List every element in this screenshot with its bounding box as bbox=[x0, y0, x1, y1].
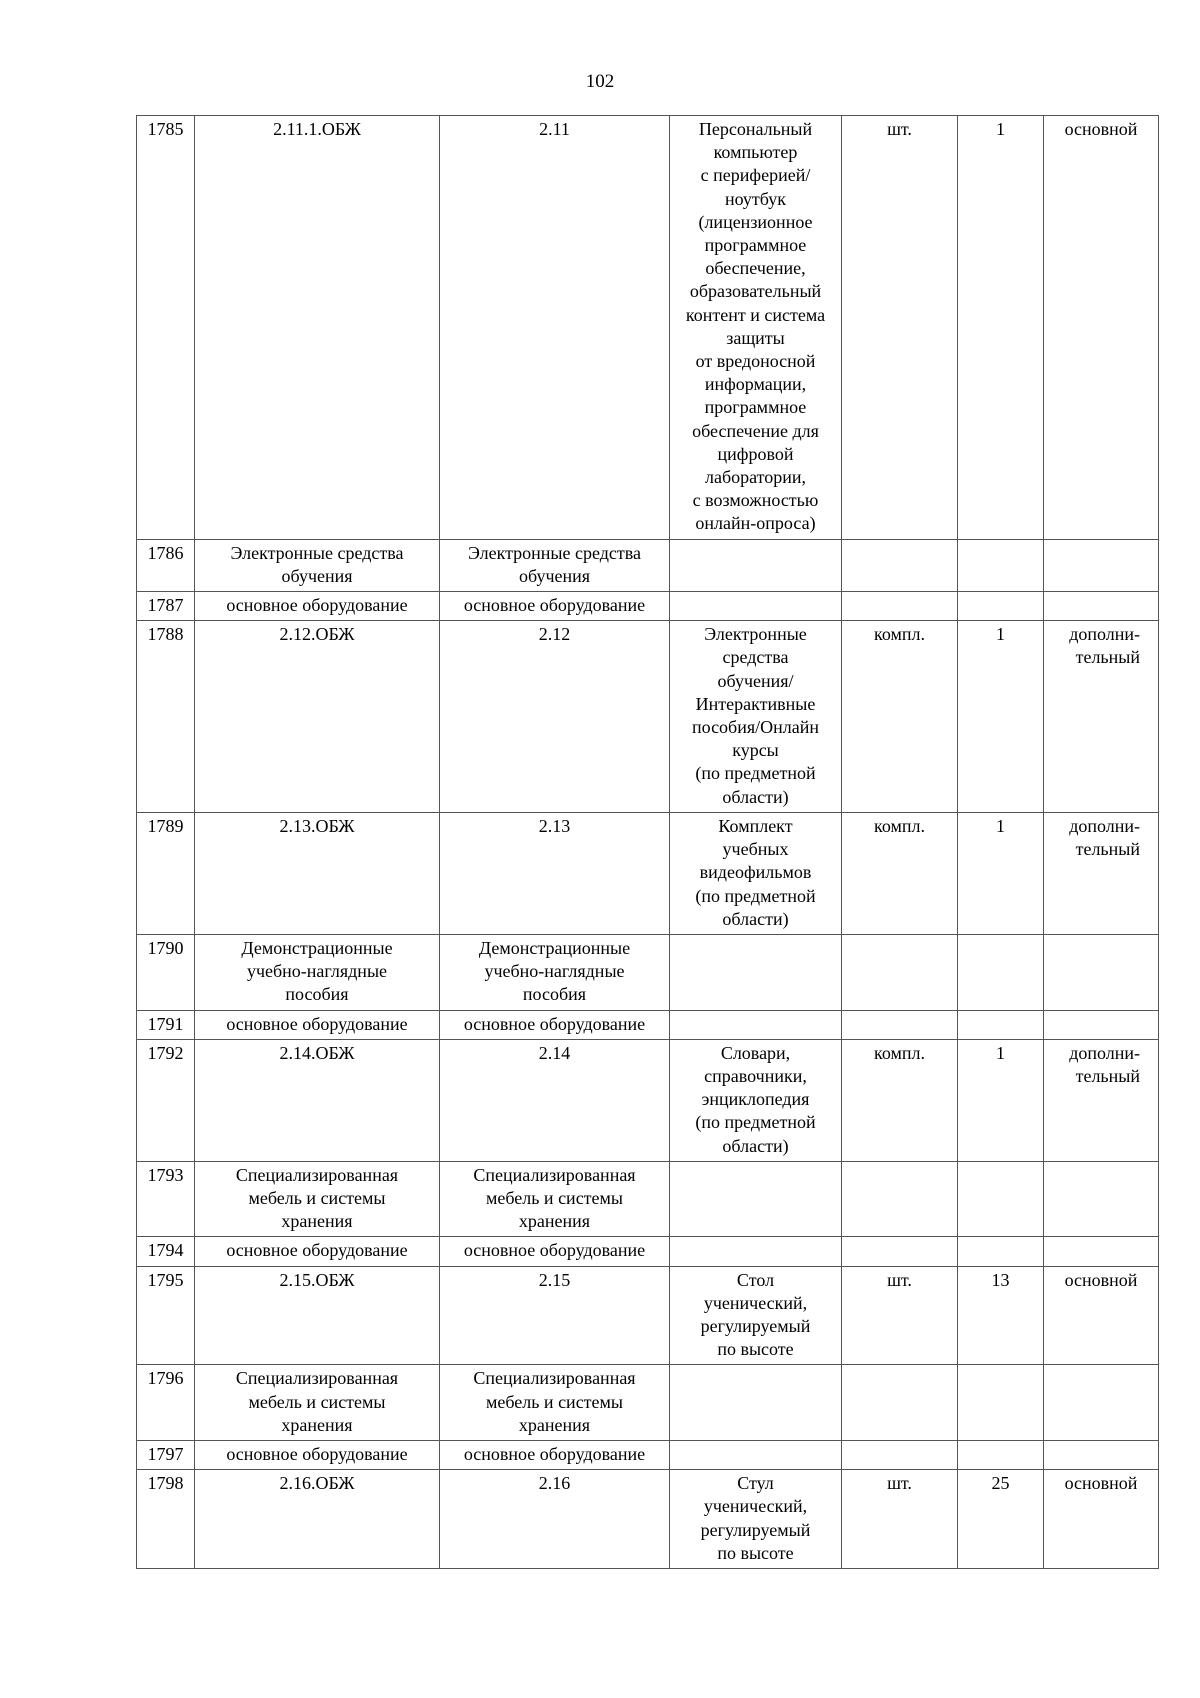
code-cell bbox=[195, 539, 440, 591]
equipment-type-cell bbox=[1044, 1440, 1159, 1469]
unit-cell bbox=[842, 1161, 958, 1237]
item-name-line: видеофильмов bbox=[699, 862, 812, 883]
equipment-type-cell bbox=[1044, 1010, 1159, 1039]
item-name-cell bbox=[670, 539, 842, 591]
code-cell bbox=[195, 1440, 440, 1469]
code-cell bbox=[195, 1237, 440, 1266]
unit-cell: компл. bbox=[842, 812, 958, 934]
unit-cell bbox=[842, 1010, 958, 1039]
equipment-type-line: тельный bbox=[1075, 839, 1140, 860]
group-cell: 2.11 bbox=[440, 116, 670, 540]
code-line: Демонстрационные bbox=[241, 937, 393, 958]
code-cell: 2.15.ОБЖ bbox=[195, 1266, 440, 1365]
equipment-type-cell bbox=[1044, 1039, 1159, 1161]
item-name-line: области) bbox=[722, 908, 789, 929]
code-cell bbox=[195, 1365, 440, 1441]
unit-cell bbox=[842, 539, 958, 591]
item-name-cell bbox=[670, 1440, 842, 1469]
item-name-line: контент и система bbox=[685, 304, 826, 325]
code-line: основное оборудование bbox=[226, 1443, 408, 1464]
table-row bbox=[137, 812, 1159, 934]
group-line: основное оборудование bbox=[463, 595, 646, 616]
row-number-cell: 1789 bbox=[137, 812, 195, 934]
equipment-type-line: основной bbox=[1064, 1473, 1138, 1494]
item-name-line: области) bbox=[722, 786, 789, 807]
row-number-cell: 1786 bbox=[137, 539, 195, 591]
row-number-cell: 1785 bbox=[137, 116, 195, 540]
table-row bbox=[137, 116, 1159, 540]
item-name-line: (по предметной bbox=[695, 1112, 816, 1133]
code-cell bbox=[195, 1010, 440, 1039]
code-line: мебель и системы bbox=[248, 1391, 386, 1412]
item-name-line: области) bbox=[722, 1135, 789, 1156]
quantity-cell bbox=[958, 934, 1044, 1010]
code-line: Специализированная bbox=[235, 1368, 399, 1389]
item-name-line: лаборатории, bbox=[704, 467, 807, 488]
group-cell bbox=[440, 1237, 670, 1266]
group-line: учебно-наглядные bbox=[484, 961, 625, 982]
group-line: основное оборудование bbox=[463, 1240, 646, 1261]
item-name-cell bbox=[670, 116, 842, 540]
item-name-line: справочники, bbox=[704, 1065, 807, 1086]
row-number-cell: 1798 bbox=[137, 1470, 195, 1569]
unit-cell bbox=[842, 1237, 958, 1266]
group-line: Специализированная bbox=[473, 1368, 636, 1389]
quantity-cell: 25 bbox=[958, 1470, 1044, 1569]
quantity-cell: 1 bbox=[958, 116, 1044, 540]
row-number-cell: 1792 bbox=[137, 1039, 195, 1161]
group-line: Электронные средства bbox=[467, 542, 642, 563]
quantity-cell bbox=[958, 1365, 1044, 1441]
item-name-cell bbox=[670, 1237, 842, 1266]
unit-cell: компл. bbox=[842, 621, 958, 813]
group-cell: 2.14 bbox=[440, 1039, 670, 1161]
table-row bbox=[137, 1161, 1159, 1237]
equipment-type-line: основной bbox=[1064, 1269, 1138, 1290]
quantity-cell: 1 bbox=[958, 812, 1044, 934]
row-number-cell: 1788 bbox=[137, 621, 195, 813]
group-cell bbox=[440, 1440, 670, 1469]
code-cell: 2.12.ОБЖ bbox=[195, 621, 440, 813]
code-line: основное оборудование bbox=[226, 1240, 408, 1261]
group-line: Демонстрационные bbox=[478, 937, 631, 958]
item-name-cell bbox=[670, 1365, 842, 1441]
item-name-line: онлайн-опроса) bbox=[695, 513, 816, 534]
item-name-line: Стул bbox=[737, 1473, 774, 1494]
code-line: обучения bbox=[281, 565, 353, 586]
group-line: основное оборудование bbox=[463, 1443, 646, 1464]
item-name-line: (по предметной bbox=[695, 885, 816, 906]
table-row bbox=[137, 1237, 1159, 1266]
equipment-type-cell bbox=[1044, 1470, 1159, 1569]
equipment-type-cell bbox=[1044, 1237, 1159, 1266]
item-name-cell bbox=[670, 621, 842, 813]
item-name-line: Электронные bbox=[704, 624, 807, 645]
code-cell: 2.14.ОБЖ bbox=[195, 1039, 440, 1161]
item-name-line: (лицензионное bbox=[698, 211, 813, 232]
code-cell: 2.13.ОБЖ bbox=[195, 812, 440, 934]
group-cell bbox=[440, 1010, 670, 1039]
equipment-type-cell bbox=[1044, 1266, 1159, 1365]
page-number: 102 bbox=[585, 71, 615, 92]
group-line: пособия bbox=[522, 984, 587, 1005]
table-row bbox=[137, 592, 1159, 621]
group-cell bbox=[440, 539, 670, 591]
item-name-line: Комплект bbox=[718, 815, 793, 836]
code-line: основное оборудование bbox=[226, 595, 408, 616]
quantity-cell bbox=[958, 1237, 1044, 1266]
item-name-line: средства bbox=[722, 647, 789, 668]
item-name-cell bbox=[670, 812, 842, 934]
equipment-type-cell bbox=[1044, 116, 1159, 540]
equipment-table bbox=[136, 115, 1159, 1569]
group-cell bbox=[440, 934, 670, 1010]
unit-cell: шт. bbox=[842, 116, 958, 540]
item-name-line: с возможностью bbox=[692, 490, 819, 511]
item-name-line: пособия/Онлайн bbox=[691, 717, 819, 738]
equipment-type-line: дополни- bbox=[1069, 624, 1140, 645]
item-name-line: Стол bbox=[736, 1269, 775, 1290]
row-number-cell: 1787 bbox=[137, 592, 195, 621]
quantity-cell: 13 bbox=[958, 1266, 1044, 1365]
item-name-line: ученический, bbox=[703, 1292, 808, 1313]
unit-cell bbox=[842, 592, 958, 621]
equipment-type-line: дополни- bbox=[1069, 1042, 1140, 1063]
item-name-line: компьютер bbox=[713, 142, 798, 163]
row-number-cell: 1794 bbox=[137, 1237, 195, 1266]
item-name-line: обучения/ bbox=[717, 670, 794, 691]
equipment-type-cell bbox=[1044, 539, 1159, 591]
unit-cell bbox=[842, 934, 958, 1010]
code-line: учебно-наглядные bbox=[246, 961, 388, 982]
item-name-line: курсы bbox=[732, 740, 779, 761]
equipment-type-cell bbox=[1044, 592, 1159, 621]
unit-cell: компл. bbox=[842, 1039, 958, 1161]
code-line: хранения bbox=[281, 1211, 353, 1232]
code-line: основное оборудование bbox=[226, 1013, 408, 1034]
unit-cell bbox=[842, 1365, 958, 1441]
row-number-cell: 1791 bbox=[137, 1010, 195, 1039]
group-cell bbox=[440, 592, 670, 621]
row-number-cell: 1795 bbox=[137, 1266, 195, 1365]
item-name-line: энциклопедия bbox=[701, 1089, 810, 1110]
item-name-cell bbox=[670, 1161, 842, 1237]
group-line: основное оборудование bbox=[463, 1013, 646, 1034]
code-line: Электронные средства bbox=[230, 542, 404, 563]
group-line: Специализированная bbox=[473, 1164, 636, 1185]
group-cell bbox=[440, 1365, 670, 1441]
quantity-cell bbox=[958, 539, 1044, 591]
equipment-type-line: тельный bbox=[1075, 1065, 1140, 1086]
row-number-cell: 1790 bbox=[137, 934, 195, 1010]
table-row bbox=[137, 934, 1159, 1010]
item-name-line: обеспечение, bbox=[705, 258, 806, 279]
item-name-line: Персональный bbox=[698, 119, 813, 139]
item-name-line: учебных bbox=[722, 839, 789, 860]
item-name-line: с периферией/ bbox=[700, 165, 811, 186]
table-row bbox=[137, 1470, 1159, 1569]
quantity-cell bbox=[958, 1010, 1044, 1039]
code-line: мебель и системы bbox=[248, 1187, 386, 1208]
unit-cell: шт. bbox=[842, 1266, 958, 1365]
code-line: хранения bbox=[281, 1414, 353, 1435]
item-name-line: по высоте bbox=[717, 1542, 794, 1563]
item-name-cell bbox=[670, 1010, 842, 1039]
equipment-type-line: дополни- bbox=[1069, 815, 1140, 836]
group-line: мебель и системы bbox=[485, 1187, 624, 1208]
group-cell bbox=[440, 1161, 670, 1237]
item-name-line: (по предметной bbox=[695, 763, 816, 784]
equipment-type-line: основной bbox=[1064, 119, 1138, 139]
group-line: хранения bbox=[518, 1414, 591, 1435]
item-name-line: программное bbox=[704, 397, 807, 418]
code-line: пособия bbox=[285, 984, 349, 1005]
group-cell: 2.13 bbox=[440, 812, 670, 934]
item-name-line: ноутбук bbox=[724, 188, 787, 209]
item-name-cell bbox=[670, 1039, 842, 1161]
item-name-line: обеспечение для bbox=[692, 420, 819, 441]
table-row bbox=[137, 621, 1159, 813]
table-row bbox=[137, 1039, 1159, 1161]
unit-cell bbox=[842, 1440, 958, 1469]
quantity-cell: 1 bbox=[958, 621, 1044, 813]
item-name-line: защиты bbox=[726, 327, 785, 348]
table-row bbox=[137, 1010, 1159, 1039]
equipment-type-cell bbox=[1044, 934, 1159, 1010]
quantity-cell: 1 bbox=[958, 1039, 1044, 1161]
code-cell bbox=[195, 1161, 440, 1237]
equipment-type-cell bbox=[1044, 1161, 1159, 1237]
group-line: хранения bbox=[518, 1211, 591, 1232]
equipment-type-cell bbox=[1044, 1365, 1159, 1441]
row-number-cell: 1797 bbox=[137, 1440, 195, 1469]
item-name-cell bbox=[670, 592, 842, 621]
item-name-line: Словари, bbox=[720, 1042, 791, 1063]
table-row bbox=[137, 1440, 1159, 1469]
group-cell: 2.12 bbox=[440, 621, 670, 813]
item-name-cell bbox=[670, 934, 842, 1010]
item-name-line: образовательный bbox=[689, 281, 822, 302]
item-name-cell bbox=[670, 1470, 842, 1569]
group-cell: 2.16 bbox=[440, 1470, 670, 1569]
item-name-line: от вредоносной bbox=[695, 351, 816, 372]
table-body bbox=[137, 116, 1159, 1569]
table-row bbox=[137, 539, 1159, 591]
group-line: мебель и системы bbox=[485, 1391, 624, 1412]
equipment-type-cell bbox=[1044, 621, 1159, 813]
item-name-line: программное bbox=[704, 235, 807, 256]
code-cell: 2.16.ОБЖ bbox=[195, 1470, 440, 1569]
item-name-line: ученический, bbox=[703, 1496, 808, 1517]
code-cell: 2.11.1.ОБЖ bbox=[195, 116, 440, 540]
item-name-line: регулируемый bbox=[700, 1315, 811, 1336]
group-cell: 2.15 bbox=[440, 1266, 670, 1365]
row-number-cell: 1796 bbox=[137, 1365, 195, 1441]
item-name-line: по высоте bbox=[717, 1339, 794, 1360]
quantity-cell bbox=[958, 592, 1044, 621]
row-number-cell: 1793 bbox=[137, 1161, 195, 1237]
quantity-cell bbox=[958, 1161, 1044, 1237]
unit-cell: шт. bbox=[842, 1470, 958, 1569]
group-line: обучения bbox=[518, 565, 591, 586]
item-name-line: цифровой bbox=[717, 443, 794, 464]
item-name-line: Интерактивные bbox=[695, 693, 816, 714]
equipment-type-line: тельный bbox=[1075, 647, 1140, 668]
item-name-cell bbox=[670, 1266, 842, 1365]
code-cell bbox=[195, 934, 440, 1010]
item-name-line: информации, bbox=[704, 374, 807, 395]
item-name-line: регулируемый bbox=[700, 1519, 811, 1540]
table-row bbox=[137, 1266, 1159, 1365]
code-line: Специализированная bbox=[235, 1164, 399, 1185]
quantity-cell bbox=[958, 1440, 1044, 1469]
equipment-type-cell bbox=[1044, 812, 1159, 934]
code-cell bbox=[195, 592, 440, 621]
table-row bbox=[137, 1365, 1159, 1441]
